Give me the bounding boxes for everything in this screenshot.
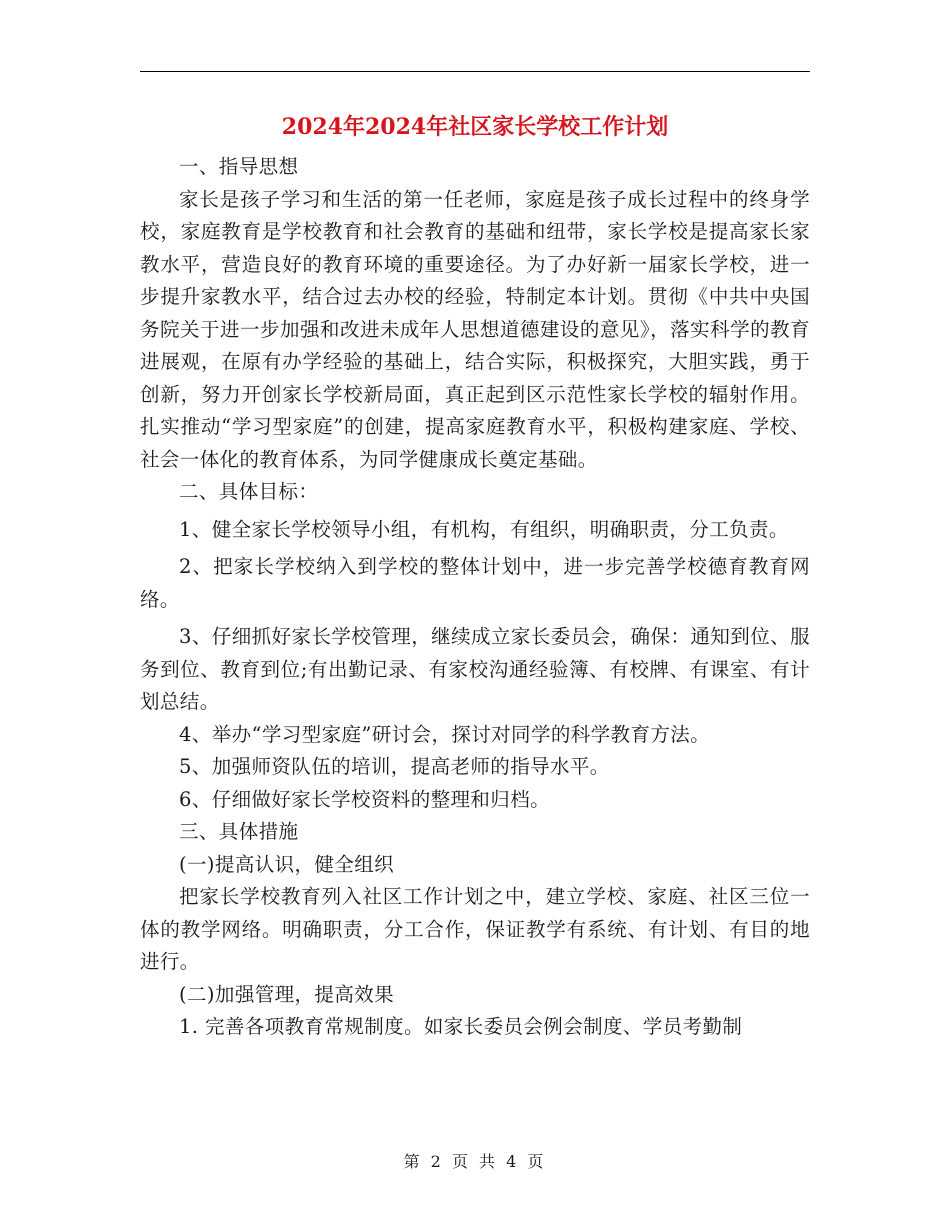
subheading-raise-awareness: (一)提高认识，健全组织 [179,852,395,876]
page-number-footer: 第 2 页 共 4 页 [403,1152,547,1171]
goal-item-6: 6、仔细做好家长学校资料的整理和归档。 [179,787,551,811]
measure-item-1: 1. 完善各项教育常规制度。如家长委员会例会制度、学员考勤制 [179,1015,743,1038]
goal-item-4: 4、举办“学习型家庭”研讨会，探讨对同学的科学教育方法。 [179,722,711,746]
goal-item-1: 1、健全家长学校领导小组，有机构，有组织，明确职责，分工负责。 [179,517,789,541]
document-title: 2024年2024年社区家长学校工作计划 [281,114,669,140]
subheading-strengthen-management: (二)加强管理，提高效果 [179,982,395,1006]
document-body [140,151,810,1044]
goal-item-2: 2、把家长学校纳入到学校的整体计划中，进一步完善学校德育教育网络。 [140,555,810,611]
goal-item-3: 3、仔细抓好家长学校管理，继续成立家长委员会，确保：通知到位、服务到位、教育到位;有出勤记录、有家校沟通经验簿、有校牌、有课室、有计划总结。 [140,625,810,713]
section-heading-guiding-ideology: 一、指导思想 [179,155,299,178]
section-heading-specific-measures: 三、具体措施 [179,820,299,843]
section-heading-specific-goals: 二、具体目标： [179,480,319,503]
paragraph-guiding-ideology: 家长是孩子学习和生活的第一任老师，家庭是孩子成长过程中的终身学校，家庭教育是学校教育和社会教育的基础和纽带，家长学校是提高家长家教水平，营造良好的教育环境的重要途径。为了办好新一届家长学校，进一步提升家教水平，结合过去办校的经验，特制定本计划。贯彻《中共中央国务院关于进一步加强和改进未成年人思想道德建设的意见》，落实科学的教育进展观，在原有办学经验的基础上，结合实际，积极探究，大胆实践，勇于创新，努力开创家长学校新局面，真正起到区示范性家长学校的辐射作用。扎实推动“学习型家庭”的创建，提高家庭教育水平，积极构建家庭、学校、社会一体化的教育体系，为同学健康成长奠定基础。 [140,187,810,471]
paragraph-raise-awareness: 把家长学校教育列入社区工作计划之中，建立学校、家庭、社区三位一体的教学网络。明确职责，分工合作，保证教学有系统、有计划、有目的地进行。 [140,885,810,973]
goal-item-5: 5、加强师资队伍的培训，提高老师的指导水平。 [179,755,610,778]
header-rule [140,71,810,72]
